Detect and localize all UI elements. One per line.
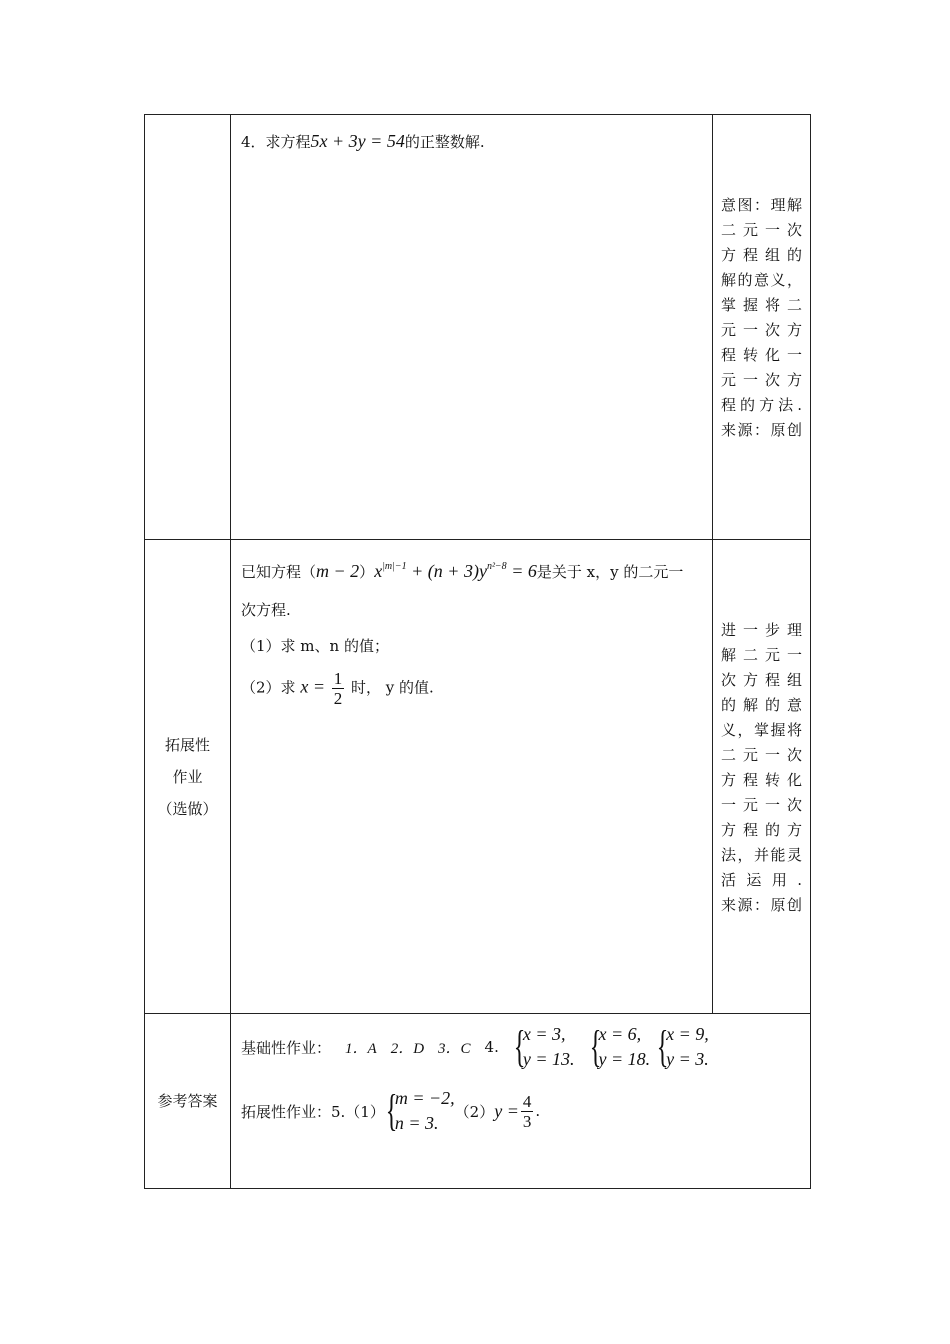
system-line: { x = 3, xyxy=(522,1024,566,1044)
extension-answers xyxy=(231,1086,810,1136)
sub2-prefix: （2）求 xyxy=(241,678,296,697)
note-line: 解二元一 xyxy=(721,646,802,664)
note-line: 义，掌握将 xyxy=(721,721,802,739)
note-line: 方 程 组 的 xyxy=(721,246,802,264)
fraction-four-thirds xyxy=(521,1092,534,1131)
note-line: 次方程组 xyxy=(721,671,802,689)
intro-m-term: m − 2 xyxy=(316,561,360,581)
basic-answers xyxy=(231,1022,810,1072)
row-label-answers xyxy=(145,1014,231,1189)
fraction-numerator: 4 xyxy=(522,1091,532,1111)
note-line: 掌 握 将 二 xyxy=(721,296,802,314)
basic-label: 基础性作业： xyxy=(241,1038,332,1057)
system-line: y = 13. xyxy=(522,1049,575,1069)
note-line: 元 一 次 方 xyxy=(721,371,802,389)
system-line: { x = 6, xyxy=(598,1024,642,1044)
sub-question-1: （1）求 m、n 的值； xyxy=(241,637,389,655)
note-cell xyxy=(713,540,811,1014)
label-line: 拓展性 xyxy=(164,735,210,754)
question-cell xyxy=(231,115,713,540)
note-line: 方程转化 xyxy=(721,771,802,789)
note-line: 来源：原创 xyxy=(721,896,802,914)
ext-answer-label: 拓展性作业：5.（1） xyxy=(241,1102,385,1121)
answers-cell xyxy=(231,1014,811,1189)
extension-question-cell xyxy=(231,540,713,1014)
system-line: y = 18. xyxy=(598,1049,651,1069)
solution-system xyxy=(385,1086,455,1136)
table-row xyxy=(145,115,811,540)
system-line: y = 3. xyxy=(666,1049,709,1069)
answers-label: 参考答案 xyxy=(157,1092,218,1110)
intro-suffix: 是关于 x，y 的二元一 xyxy=(536,563,684,581)
answer-item: 1．A xyxy=(345,1040,377,1057)
intro-exponent-2: n²−8 xyxy=(486,561,507,572)
note-line: 活运用. xyxy=(721,871,802,889)
answer-item: 2．D xyxy=(390,1040,425,1057)
note-cell xyxy=(713,115,811,540)
question-4-prefix: 4．求方程 xyxy=(241,133,311,151)
note-line: 二元一次 xyxy=(721,746,802,764)
label-line: （选做） xyxy=(157,799,218,818)
fraction-denominator: 2 xyxy=(333,689,343,708)
row-label-extension xyxy=(145,540,231,1014)
note-line: 方程的方 xyxy=(721,821,802,839)
intent-note xyxy=(713,193,810,443)
system-line: n = 3. xyxy=(394,1113,439,1133)
system-line: { x = 9, xyxy=(666,1024,709,1044)
note-line: 解的意义， xyxy=(721,271,802,289)
answer-item: 4. xyxy=(484,1038,499,1056)
question-4-suffix: 的正整数解. xyxy=(404,133,485,151)
intro-equals: = 6 xyxy=(506,561,537,581)
intro-exponent-1: |m|−1 xyxy=(382,561,407,572)
system-line: { m = −2, xyxy=(394,1088,455,1108)
table-row xyxy=(145,1014,811,1189)
homework-table xyxy=(144,114,811,1189)
ext-y: y = xyxy=(494,1100,519,1121)
note-line: 程 转 化 一 xyxy=(721,346,802,364)
solution-system xyxy=(589,1022,651,1072)
sub2-x: x = xyxy=(300,676,325,697)
fraction-one-half xyxy=(332,669,345,708)
table-row xyxy=(145,540,811,1014)
intro-paren: ） xyxy=(359,563,375,581)
sub-question-2 xyxy=(231,669,712,708)
question-4 xyxy=(231,129,712,154)
note-line: 程的方法. xyxy=(721,396,802,414)
intro-x: x xyxy=(374,561,383,581)
intro-prefix: 已知方程（ xyxy=(241,563,317,581)
intro-line-2: 次方程. xyxy=(241,601,291,619)
intro-mid: + (n + 3) xyxy=(406,561,479,581)
intro-y: y xyxy=(478,561,487,581)
row-label-empty xyxy=(145,115,231,540)
fraction-denominator: 3 xyxy=(522,1111,532,1131)
note-line: 二 元 一 次 xyxy=(721,221,802,239)
note-line: 法，并能灵 xyxy=(721,846,802,864)
extension-intro xyxy=(231,554,712,623)
note-line: 元 一 次 方 xyxy=(721,321,802,339)
ext-end: . xyxy=(535,1102,541,1120)
note-line: 意图：理解 xyxy=(721,196,802,214)
solution-system xyxy=(656,1022,709,1072)
solution-system xyxy=(513,1022,575,1072)
note-line: 进一步理 xyxy=(721,621,802,639)
ext-part-2: （2） xyxy=(454,1102,495,1121)
label-line: 作业 xyxy=(172,767,203,786)
note-line: 一元一次 xyxy=(721,796,802,814)
extension-note xyxy=(713,618,810,918)
note-line: 的解的意 xyxy=(721,696,802,714)
question-4-equation: 5x + 3y = 54 xyxy=(310,131,405,151)
fraction-numerator: 1 xyxy=(333,669,343,688)
sub2-suffix: 时， y 的值. xyxy=(351,678,434,697)
answer-item: 3．C xyxy=(438,1040,471,1057)
note-line: 来源：原创 xyxy=(721,421,802,439)
